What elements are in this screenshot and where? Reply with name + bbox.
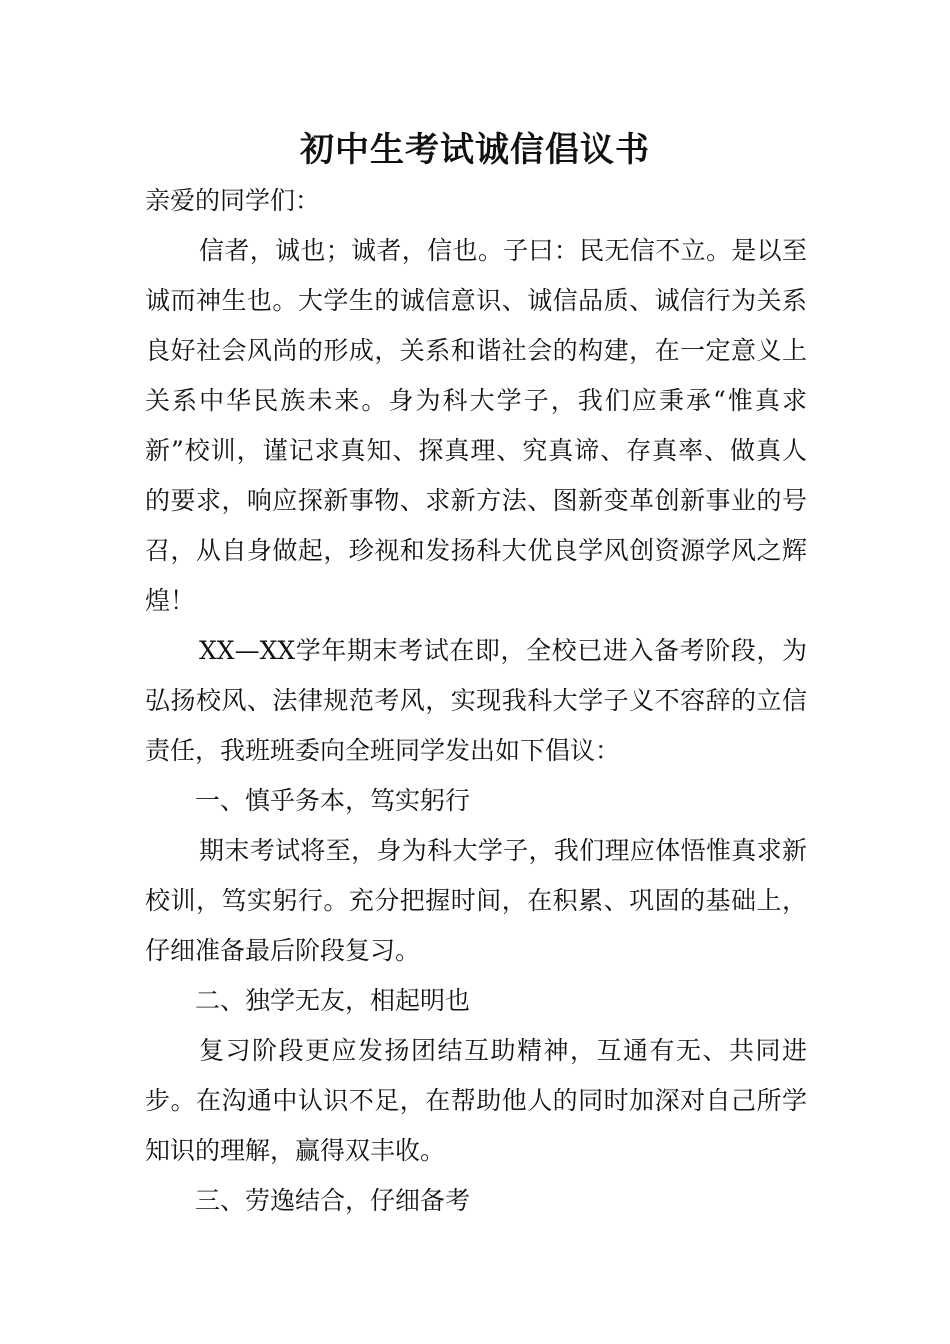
section-heading-3: 三、劳逸结合，仔细备考	[195, 1186, 471, 1215]
section-heading-1: 一、慎乎务本，笃实躬行	[195, 786, 471, 815]
paragraph-1: 信者，诚也；诚者，信也。子曰：民无信不立。是以至诚而神生也。大学生的诚信意识、诚信品质、诚信行为关系良好社会风尚的形成，关系和谐社会的构建，在一定意义上关系中华民族未来。身为科大学子，我们应秉承“惟真求新”校训，谨记求真知、探真理、究真谛、存真率、做真人的要求，响应探新事物、求新方法、图新变革创新事业的号召，从自身做起，珍视和发扬科大优良学风创资源学风之辉煌！	[145, 236, 807, 615]
paragraph-3: 期末考试将至，身为科大学子，我们理应体悟惟真求新校训，笃实躬行。充分把握时间，在积累、巩固的基础上，仔细准备最后阶段复习。	[145, 836, 807, 965]
document-title: 初中生考试诚信倡议书	[300, 130, 650, 170]
paragraph-2: XX—XX学年期末考试在即，全校已进入备考阶段，为弘扬校风、法律规范考风，实现我科大学子义不容辞的立信责任，我班班委向全班同学发出如下倡议：	[145, 636, 807, 765]
section-heading-2: 二、独学无友，相起明也	[195, 986, 471, 1015]
document-body	[145, 176, 807, 1226]
greeting: 亲爱的同学们：	[145, 186, 321, 215]
paragraph-4: 复习阶段更应发扬团结互助精神，互通有无、共同进步。在沟通中认识不足，在帮助他人的同时加深对自己所学知识的理解，赢得双丰收。	[145, 1036, 807, 1165]
